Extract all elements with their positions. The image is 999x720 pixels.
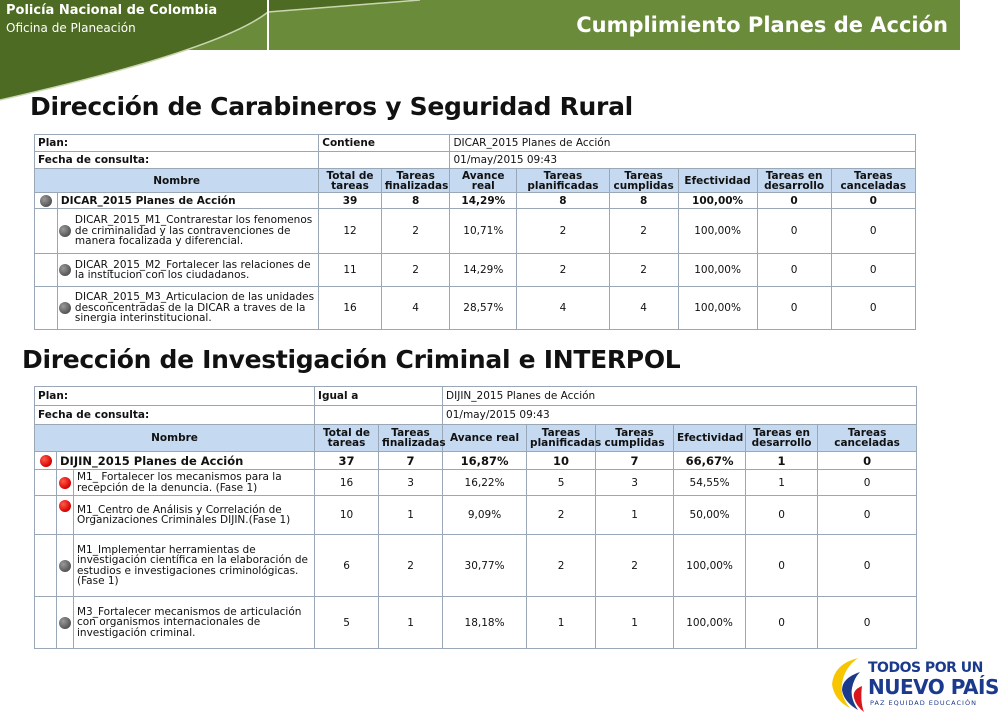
col-nombre: Nombre: [35, 425, 315, 452]
table-row: [35, 496, 917, 535]
cell-value: 16,22%: [443, 470, 527, 496]
logo-line-2: NUEVO PAÍS: [868, 675, 999, 699]
cell-value: 1: [596, 597, 674, 649]
col-canceladas: Tareas canceladas: [818, 425, 917, 452]
total-value: 10: [527, 452, 596, 470]
cell-value: 2: [517, 254, 610, 287]
total-value: 0: [831, 193, 915, 209]
cell-value: 4: [609, 287, 678, 330]
total-value: 0: [818, 452, 917, 470]
cell-value: 1: [527, 597, 596, 649]
total-value: 100,00%: [678, 193, 757, 209]
col-cumplidas: Tareas cumplidas: [596, 425, 674, 452]
cell-value: 10: [315, 496, 379, 535]
cell-value: 4: [517, 287, 610, 330]
row-name: DICAR_2015_M3_Articulacion de las unidades desconcentradas de la DICAR a traves de la sinergia interinstitucional.: [74, 291, 315, 325]
col-cumplidas: Tareas cumplidas: [609, 169, 678, 193]
cell-value: 16: [319, 287, 381, 330]
status-dot-icon: [59, 500, 71, 512]
org-line-2: Oficina de Planeación: [6, 21, 136, 35]
status-dot-icon: [59, 302, 71, 314]
plan-operator: Contiene: [319, 135, 450, 152]
cell-value: 0: [831, 209, 915, 254]
row-name: M3_Fortalecer mecanismos de articulación con organismos internacionales de investigación criminal.: [74, 597, 315, 649]
row-name: M1_Implementar herramientas de investigación científica en la elaboración de estudios e investigaciones criminológicas. (Fase 1): [74, 535, 315, 597]
total-name: DIJIN_2015 Planes de Acción: [57, 452, 315, 470]
cell-value: 0: [818, 470, 917, 496]
gobierno-logo: [828, 652, 999, 716]
cell-value: 100,00%: [674, 535, 746, 597]
col-efectividad: Efectividad: [674, 425, 746, 452]
cell-value: 0: [831, 287, 915, 330]
cell-value: 3: [379, 470, 443, 496]
cell-value: 2: [609, 254, 678, 287]
col-nombre: Nombre: [35, 169, 319, 193]
cell-value: 0: [831, 254, 915, 287]
cell-value: 2: [609, 209, 678, 254]
section-2-title: Dirección de Investigación Criminal e INTERPOL: [22, 345, 681, 374]
cell-value: 2: [527, 535, 596, 597]
total-row: [35, 452, 917, 470]
cell-value: 1: [596, 496, 674, 535]
table-row: [35, 535, 917, 597]
org-line-1: Policía Nacional de Colombia: [6, 3, 218, 18]
total-value: 39: [319, 193, 381, 209]
plan-value: DIJIN_2015 Planes de Acción: [443, 387, 917, 406]
total-value: 8: [381, 193, 450, 209]
cell-value: 5: [315, 597, 379, 649]
col-planificadas: Tareas planificadas: [527, 425, 596, 452]
date-value: 01/may/2015 09:43: [443, 406, 917, 425]
col-total: Total de tareas: [315, 425, 379, 452]
date-value: 01/may/2015 09:43: [450, 152, 916, 169]
column-header-row: [35, 169, 916, 193]
cell-value: 18,18%: [443, 597, 527, 649]
row-name: DICAR_2015_M1_Contrarestar los fenomenos de criminalidad y las contravenciones de manera focalizada y diferencial.: [74, 214, 313, 248]
table-row: [35, 254, 916, 287]
cell-value: 50,00%: [674, 496, 746, 535]
col-total: Total de tareas: [319, 169, 381, 193]
total-value: 16,87%: [443, 452, 527, 470]
status-dot-icon: [40, 455, 52, 467]
slide-title: Cumplimiento Planes de Acción: [576, 13, 948, 37]
status-dot-icon: [59, 225, 71, 237]
section-2-table: [34, 386, 917, 649]
row-name: M1_ Fortalecer los mecanismos para la recepción de la denuncia. (Fase 1): [74, 470, 315, 496]
status-dot-icon: [59, 264, 71, 276]
cell-value: 0: [818, 535, 917, 597]
cell-value: 100,00%: [674, 597, 746, 649]
cell-value: 2: [381, 209, 450, 254]
colombia-flag-icon: [828, 654, 866, 714]
cell-value: 100,00%: [678, 287, 757, 330]
cell-value: 10,71%: [450, 209, 517, 254]
table-row: [35, 287, 916, 330]
col-avance: Avance real: [450, 169, 517, 193]
plan-label: Plan:: [35, 387, 315, 406]
total-value: 1: [746, 452, 818, 470]
cell-value: 2: [379, 535, 443, 597]
plan-value: DICAR_2015 Planes de Acción: [450, 135, 916, 152]
column-header-row: [35, 425, 917, 452]
cell-value: 54,55%: [674, 470, 746, 496]
status-dot-icon: [59, 617, 71, 629]
date-label: Fecha de consulta:: [35, 152, 319, 169]
cell-value: 1: [379, 597, 443, 649]
cell-value: 3: [596, 470, 674, 496]
total-row: [35, 193, 916, 209]
cell-value: 0: [757, 287, 831, 330]
cell-value: 0: [746, 535, 818, 597]
table-row: [35, 209, 916, 254]
total-value: 0: [757, 193, 831, 209]
col-avance: Avance real: [443, 425, 527, 452]
organization-name: [6, 2, 217, 36]
total-value: 7: [596, 452, 674, 470]
row-name: M1_Centro de Análisis y Correlación de Organizaciones Criminales DIJIN.(Fase 1): [74, 496, 315, 535]
col-planificadas: Tareas planificadas: [517, 169, 610, 193]
total-value: 14,29%: [450, 193, 517, 209]
section-1-title: Dirección de Carabineros y Seguridad Rural: [30, 92, 633, 121]
plan-operator: Igual a: [315, 387, 443, 406]
total-value: 66,67%: [674, 452, 746, 470]
status-dot-icon: [40, 195, 52, 207]
logo-line-1: TODOS POR UN: [868, 660, 983, 676]
cell-value: 2: [527, 496, 596, 535]
cell-value: 4: [381, 287, 450, 330]
col-desarrollo: Tareas en desarrollo: [746, 425, 818, 452]
cell-value: 2: [517, 209, 610, 254]
cell-value: 11: [319, 254, 381, 287]
cell-value: 12: [319, 209, 381, 254]
cell-value: 30,77%: [443, 535, 527, 597]
section-1-table: [34, 134, 916, 330]
status-dot-icon: [59, 560, 71, 572]
total-value: 7: [379, 452, 443, 470]
cell-value: 1: [746, 470, 818, 496]
total-name: DICAR_2015 Planes de Acción: [57, 193, 318, 209]
status-dot-icon: [59, 477, 71, 489]
cell-value: 0: [746, 496, 818, 535]
cell-value: 0: [757, 254, 831, 287]
col-canceladas: Tareas canceladas: [831, 169, 915, 193]
cell-value: 0: [818, 496, 917, 535]
cell-value: 0: [818, 597, 917, 649]
col-desarrollo: Tareas en desarrollo: [757, 169, 831, 193]
table-row: [35, 470, 917, 496]
cell-value: 0: [746, 597, 818, 649]
cell-value: 2: [381, 254, 450, 287]
col-finalizadas: Tareas finalizadas: [379, 425, 443, 452]
cell-value: 100,00%: [678, 254, 757, 287]
date-label: Fecha de consulta:: [35, 406, 315, 425]
cell-value: 0: [757, 209, 831, 254]
cell-value: 28,57%: [450, 287, 517, 330]
col-efectividad: Efectividad: [678, 169, 757, 193]
cell-value: 100,00%: [678, 209, 757, 254]
col-finalizadas: Tareas finalizadas: [381, 169, 450, 193]
total-value: 37: [315, 452, 379, 470]
cell-value: 2: [596, 535, 674, 597]
total-value: 8: [609, 193, 678, 209]
plan-label: Plan:: [35, 135, 319, 152]
cell-value: 5: [527, 470, 596, 496]
cell-value: 16: [315, 470, 379, 496]
cell-value: 14,29%: [450, 254, 517, 287]
cell-value: 6: [315, 535, 379, 597]
total-value: 8: [517, 193, 610, 209]
cell-value: 9,09%: [443, 496, 527, 535]
cell-value: 1: [379, 496, 443, 535]
logo-line-3: PAZ EQUIDAD EDUCACIÓN: [870, 699, 977, 707]
row-name: DICAR_2015_M2_Fortalecer las relaciones de la institucion con los ciudadanos.: [74, 258, 311, 281]
table-row: [35, 597, 917, 649]
